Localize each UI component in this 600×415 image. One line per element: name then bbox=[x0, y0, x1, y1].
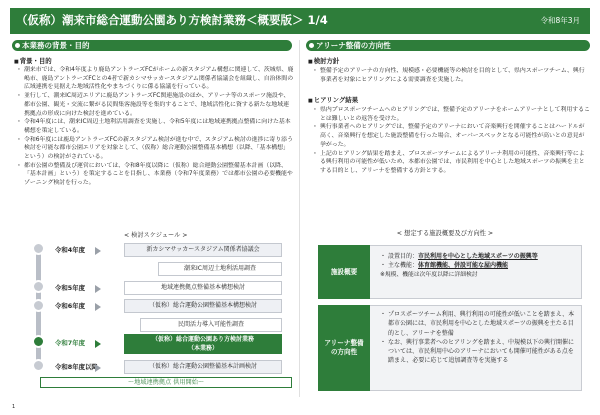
list-item: ・ 主な機能：体育館機能、併設可能な屋内機能 bbox=[380, 261, 578, 270]
policy-subheading: ■ 検討方針 bbox=[308, 56, 339, 65]
facility-overview-content bbox=[380, 252, 578, 280]
document-date: 令和8年3月 bbox=[540, 16, 580, 25]
background-bullet-list bbox=[16, 66, 294, 188]
schedule-item: 新カシマサッカースタジアム関係者協議会 bbox=[124, 243, 282, 257]
year-label-current: 令和7年度 bbox=[55, 339, 86, 347]
list-item: ・ 並行して、潮来IC周辺エリアに鹿島アントラーズFC関連施設のほか、アリーナ等のスポーツ施設や、都市公園、観光・交流に繋がる民間集客施設等を集約することで、地域活性化に資する新たな地域連携拠点の形成に向けた検討を進めている。 bbox=[16, 92, 294, 118]
year-label: 令和5年度 bbox=[55, 284, 86, 292]
schedule-title: < 検討スケジュール > bbox=[124, 232, 188, 239]
schedule-item: （仮称）総合運動公園整備基本計画検討 bbox=[124, 360, 282, 374]
schedule-item: 民間活力導入可能性調査 bbox=[140, 318, 282, 332]
facility-title: < 想定する施設概要及び方向性 > bbox=[396, 230, 494, 237]
year-label: 令和6年度 bbox=[55, 302, 86, 310]
hearing-subheading: ■ ヒアリング結果 bbox=[308, 95, 358, 104]
timeline-marker-current bbox=[32, 335, 45, 348]
arrow-icon bbox=[95, 303, 101, 311]
arena-direction-content bbox=[380, 310, 578, 366]
list-item: ・ 上記のヒアリング結果を踏まえ、プロスポーツチームによるアリーナ利用の可能性、音楽興行等による興行利用の可能性が低いため、本都市公園では、市民利用を中心とした地域スポーツの振興を主とする目的とし、アリーナを整備する方針とする。 bbox=[312, 150, 590, 176]
list-item: ・ 整備予定のアリーナの方向性、規模感・必要機能等の検討を目的として、県内スポーツチーム、興行事業者を対象にヒアリングによる需要調査を実施した。 bbox=[312, 67, 590, 84]
list-item: ・ 潮来市では、令和4年度より鹿島アントラーズFCがホームの新スタジアム構想に関連して、茨城県、鹿嶋市、鹿島アントラーズFCとの4者で新カシマサッカースタジアム関係者協議会を組織し、自治体間の広域連携を見据えた地域活性化やまちづくりに係る協議を行っている。 bbox=[16, 66, 294, 92]
page-number: 1 bbox=[12, 404, 16, 410]
schedule-item: 潮来IC周辺土地利活用調査 bbox=[158, 262, 282, 276]
schedule-footer: ～地域連携拠点 供用開始～ bbox=[40, 377, 292, 388]
list-item: ・ 都市公園の整備及び運営においては、令和8年度以降に（仮称）総合運動公園整備基本計画（以降、「基本計画」という）を策定することを目指し、本業務（令和7年度業務）では都市公園の必要機能やゾーニング検討を行った。 bbox=[16, 162, 294, 188]
timeline-marker bbox=[32, 299, 45, 312]
list-item: ・ プロスポーツチーム利用、興行利用の可能性が低いことを踏まえ、本都市公園には、市民利用を中心とした地域スポーツの振興を主たる目的とし、アリーナを整備 bbox=[380, 310, 578, 338]
list-item: ・ 令和4年度には、潮来IC周辺土地利活用調査を実施し、令和5年度には地域連携拠点整備に向けた基本構想を策定している。 bbox=[16, 118, 294, 135]
list-item: ・ 興行事業者へのヒアリングでは、整備予定のアリーナにおいて音楽興行を開催することはハードルが高く、音楽興行を想定した施設整備を行った場合、オーバースペックとなる可能性が高いとの意見が挙がった。 bbox=[312, 123, 590, 149]
arena-direction-label: アリーナ整備 の方向性 bbox=[318, 305, 370, 391]
schedule-item-current: （仮称）総合運動公園あり方検討業務 （本業務） bbox=[124, 334, 282, 354]
list-item: ・ 設置目的：市民利用を中心とした地域スポーツの振興等 bbox=[380, 252, 578, 261]
arrow-icon bbox=[95, 247, 101, 255]
schedule-item: （仮称）総合運動公園整備基本構想検討 bbox=[124, 299, 282, 313]
facility-note: ※規模、機能は次年度以降に詳細検討 bbox=[380, 271, 478, 278]
arrow-icon bbox=[95, 285, 101, 293]
background-section-header: 本業務の背景・目的 bbox=[12, 40, 292, 51]
arena-section-header: アリーナ整備の方向性 bbox=[306, 40, 590, 51]
timeline-marker bbox=[32, 359, 45, 372]
year-label: 令和8年度以降 bbox=[55, 363, 98, 371]
year-label: 令和4年度 bbox=[55, 246, 86, 254]
list-item: ・ 県内プロスポーツチームへのヒアリングでは、整備予定のアリーナをホームアリーナとして利用することは難しいとの返答を受けた。 bbox=[312, 106, 590, 123]
arrow-icon bbox=[95, 340, 101, 348]
facility-overview-label: 施設概要 bbox=[318, 245, 370, 299]
hearing-bullet-list bbox=[312, 106, 590, 176]
document-title: （仮称）潮来市総合運動公園あり方検討業務＜概要版＞ 1/4 bbox=[16, 13, 328, 27]
policy-bullet-list bbox=[312, 67, 590, 84]
list-item: ・ なお、興行事業者へのヒアリングを踏まえ、中規模以下の興行開催については、市民利用中心のアリーナにおいても開催可能性がある点を踏まえ、必要に応じて追加調査等を実施する bbox=[380, 338, 578, 366]
arrow-icon bbox=[95, 364, 101, 372]
timeline-marker bbox=[32, 280, 45, 293]
schedule-item: 地域連携拠点整備基本構想検討 bbox=[124, 281, 282, 295]
background-subheading: ■ 背景・目的 bbox=[14, 56, 52, 65]
timeline-marker bbox=[32, 242, 45, 255]
list-item: ・ 令和6年度には鹿島アントラーズFCの新スタジアム検討が進む中で、スタジアム検討の進捗に寄り添う検討を可能な都市公園エリアを対象として、（仮称）総合運動公園整備基本構想（以降、「基本構想」という）の検討がされている。 bbox=[16, 136, 294, 162]
column-divider bbox=[299, 40, 300, 397]
